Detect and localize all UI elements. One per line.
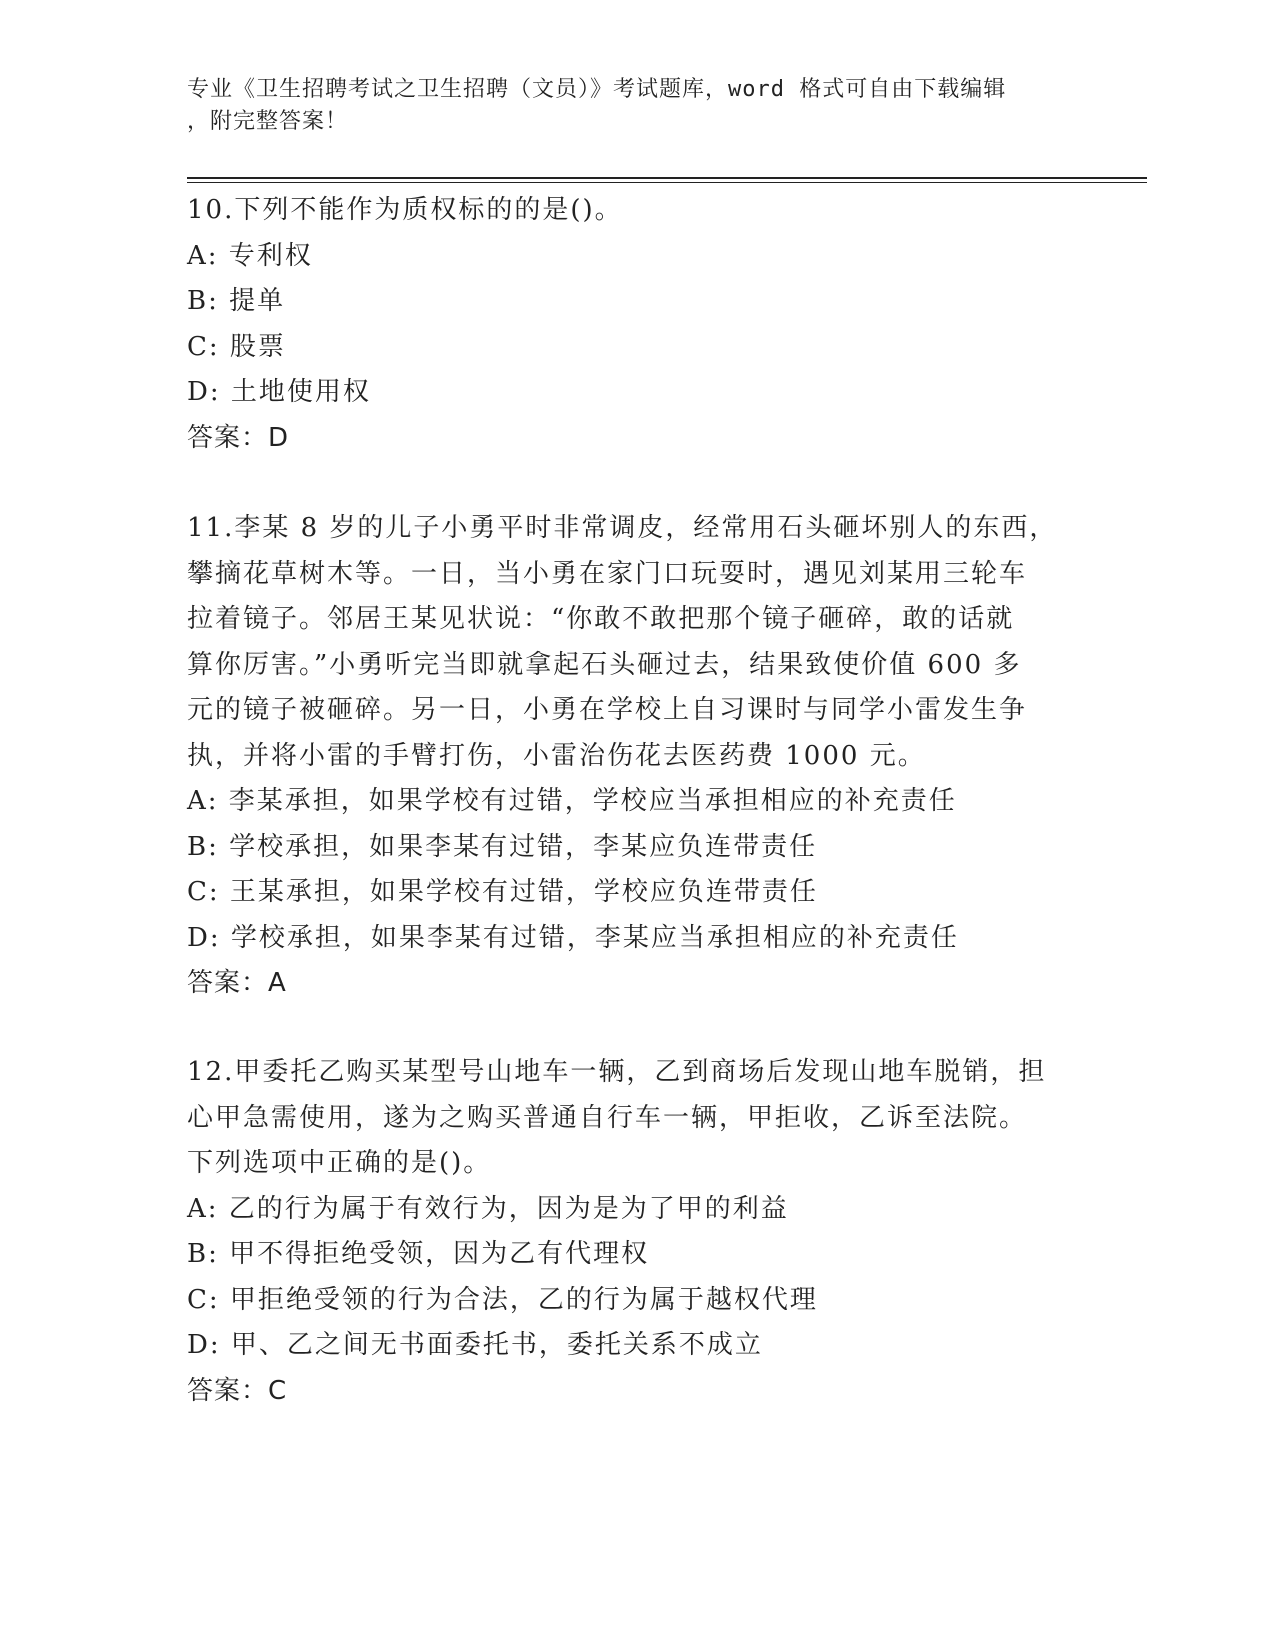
question-stem: 11.李某 8 岁的儿子小勇平时非常调皮，经常用石头砸坏别人的东西， xyxy=(187,513,1058,543)
header-line: ，附完整答案！ xyxy=(187,109,349,134)
option-a: A: 专利权 xyxy=(187,240,313,271)
answer: 答案：C xyxy=(187,1375,288,1406)
question-10 xyxy=(187,188,1087,461)
header-divider-thin xyxy=(187,182,1147,183)
option-a: A: 李某承担，如果学校有过错，学校应当承担相应的补充责任 xyxy=(187,786,957,816)
answer: 答案：D xyxy=(187,422,290,453)
question-stem: 下列选项中正确的是()。 xyxy=(187,1148,492,1178)
option-c: C: 股票 xyxy=(187,331,286,362)
option-b: B: 提单 xyxy=(187,286,286,316)
question-12 xyxy=(187,1050,1087,1414)
question-stem: 攀摘花草树木等。一日，当小勇在家门口玩耍时，遇见刘某用三轮车 xyxy=(187,558,1028,589)
question-stem: 执，并将小雷的手臂打伤，小雷治伤花去医药费 1000 元。 xyxy=(187,740,926,771)
option-d: D: 土地使用权 xyxy=(187,377,371,407)
option-d: D: 甲、乙之间无书面委托书，委托关系不成立 xyxy=(187,1330,763,1360)
option-b: B: 学校承担，如果李某有过错，李某应负连带责任 xyxy=(187,831,818,862)
option-c: C: 甲拒绝受领的行为合法，乙的行为属于越权代理 xyxy=(187,1284,818,1315)
question-stem: 拉着镜子。邻居王某见状说：“你敢不敢把那个镜子砸碎，敢的话就 xyxy=(187,604,1015,634)
option-d: D: 学校承担，如果李某有过错，李某应当承担相应的补充责任 xyxy=(187,922,959,953)
question-stem: 元的镜子被砸碎。另一日，小勇在学校上自习课时与同学小雷发生争 xyxy=(187,695,1028,725)
question-stem: 10.下列不能作为质权标的的是()。 xyxy=(187,195,623,225)
answer: 答案：A xyxy=(187,968,287,998)
header-divider xyxy=(187,177,1147,179)
question-stem: 算你厉害。”小勇听完当即就拿起石头砸过去，结果致使价值 600 多 xyxy=(187,649,1022,680)
question-stem: 心甲急需使用，遂为之购买普通自行车一辆，甲拒收，乙诉至法院。 xyxy=(187,1102,1028,1133)
question-stem: 12.甲委托乙购买某型号山地车一辆，乙到商场后发现山地车脱销，担 xyxy=(187,1057,1047,1087)
option-a: A: 乙的行为属于有效行为，因为是为了甲的利益 xyxy=(187,1193,789,1224)
question-11 xyxy=(187,506,1087,1007)
header-line: 专业《卫生招聘考试之卫生招聘（文员）》考试题库，word 格式可自由下载编辑 xyxy=(187,77,1007,102)
option-c: C: 王某承担，如果学校有过错，学校应负连带责任 xyxy=(187,877,818,907)
document-header xyxy=(187,74,1067,138)
option-b: B: 甲不得拒绝受领，因为乙有代理权 xyxy=(187,1239,650,1269)
